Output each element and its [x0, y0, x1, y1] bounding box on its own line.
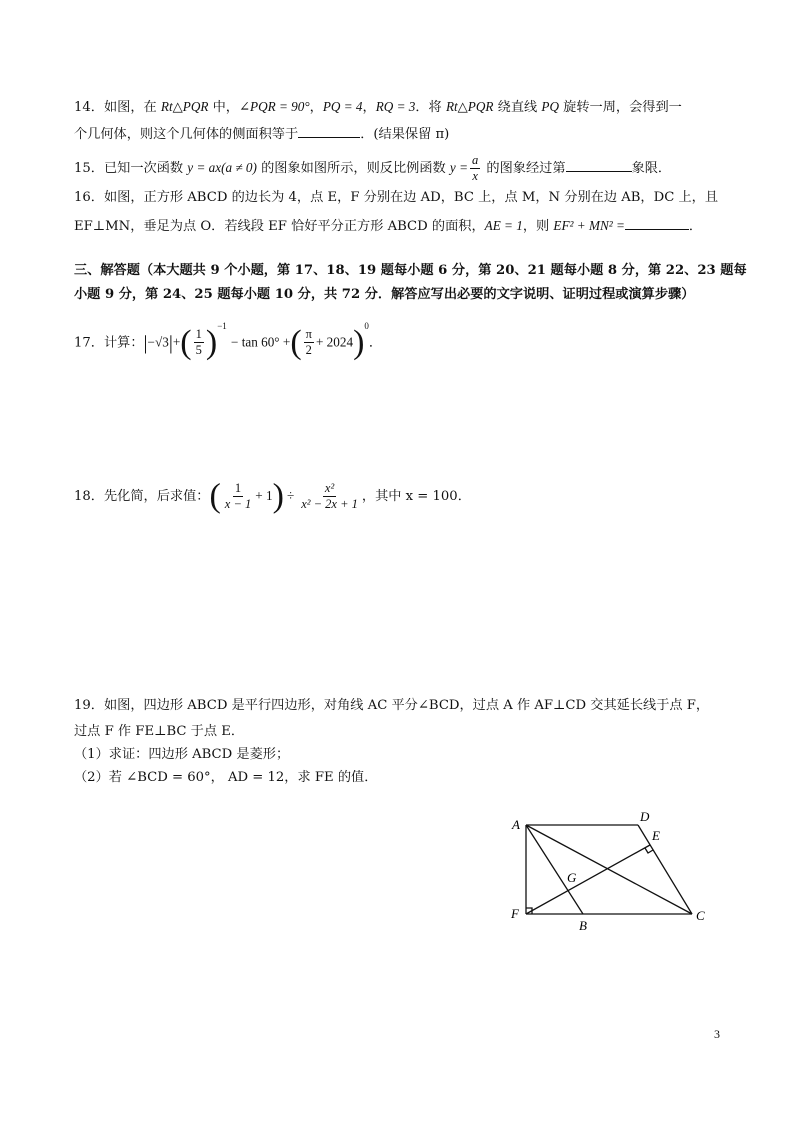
- q16-line1: 16．如图，正方形 ABCD 的边长为 4，点 E，F 分别在边 AD，BC 上，点 M，N 分别在边 AB，DC 上，且: [74, 190, 719, 205]
- q14-line2: 个几何体，则这个几何体的侧面积等于 ．(结果保留 π): [74, 123, 449, 145]
- label-B: B: [579, 918, 587, 933]
- q15-number: 15．: [74, 161, 104, 176]
- section-heading-line2: 小题 9 分，第 24、25 题每小题 10 分，共 72 分．解答应写出必要的文字说明、证明过程或演算步骤）: [74, 287, 695, 302]
- page-number: 3: [714, 1027, 720, 1041]
- section-heading: 三、解答题（本大题共 9 个小题，第 17、18、19 题每小题 6 分，第 20、21 题每小题 8 分，第 22、23 题每: [74, 263, 747, 278]
- q17-line: 17．计算：|−√3|+( $\frac{1}{5}$ )$^{-1}$ − tan 60° +( $\frac{\pi}{2}$ + 2024)$^0$．: [74, 321, 383, 361]
- q19-line2: 过点 F 作 FE⊥BC 于点 E．: [74, 724, 245, 739]
- label-A: A: [512, 817, 520, 832]
- label-D: D: [640, 809, 650, 824]
- q19-part1: （1）求证：四边形 ABCD 是菱形；: [74, 747, 290, 762]
- q16-number: 16．: [74, 190, 104, 205]
- label-C: C: [696, 908, 705, 923]
- q19-number: 19．: [74, 698, 104, 713]
- q14-number: 14．: [74, 100, 104, 115]
- q14-line1: 14．如图，在 Rt△PQR 中，∠PQR = 90°，PQ = 4，RQ = 3．将 Rt△PQR 绕直线 PQ 旋转一周，会得到一: [74, 99, 682, 115]
- q18-line: 18．先化简，后求值：( $\frac{1}{x - 1}$ + 1) ÷ $\frac{\text{x²}}{\text{x² − 2x + 1}}$ ，其中 x = 100．: [74, 477, 471, 515]
- q17-number: 17．: [74, 335, 104, 351]
- q19-part2: （2）若 ∠BCD = 60°， AD = 12，求 FE 的值．: [74, 770, 378, 785]
- q15-line: 15．已知一次函数 y = ax(a ≠ 0) 的图象如图所示，则反比例函数 y = $\frac{a}{x}$ 的图象经过第 象限．: [74, 153, 672, 183]
- answer-blank: [566, 157, 632, 172]
- label-F: F: [511, 906, 519, 921]
- q19-line1: 19．如图，四边形 ABCD 是平行四边形，对角线 AC 平分∠BCD，过点 A 作 AF⊥CD 交其延长线于点 F，: [74, 698, 710, 713]
- q15-fraction: $\frac{a}{x}$: [471, 153, 479, 183]
- answer-blank: [625, 215, 689, 230]
- parallelogram-figure: [500, 808, 720, 938]
- q18-number: 18．: [74, 489, 104, 504]
- q16-line2: EF⊥MN，垂足为点 O．若线段 EF 恰好平分正方形 ABCD 的面积，AE = 1，则 EF² + MN² = ．: [74, 215, 702, 237]
- label-E: E: [652, 828, 660, 843]
- label-G: G: [567, 870, 577, 885]
- answer-blank: [298, 123, 360, 138]
